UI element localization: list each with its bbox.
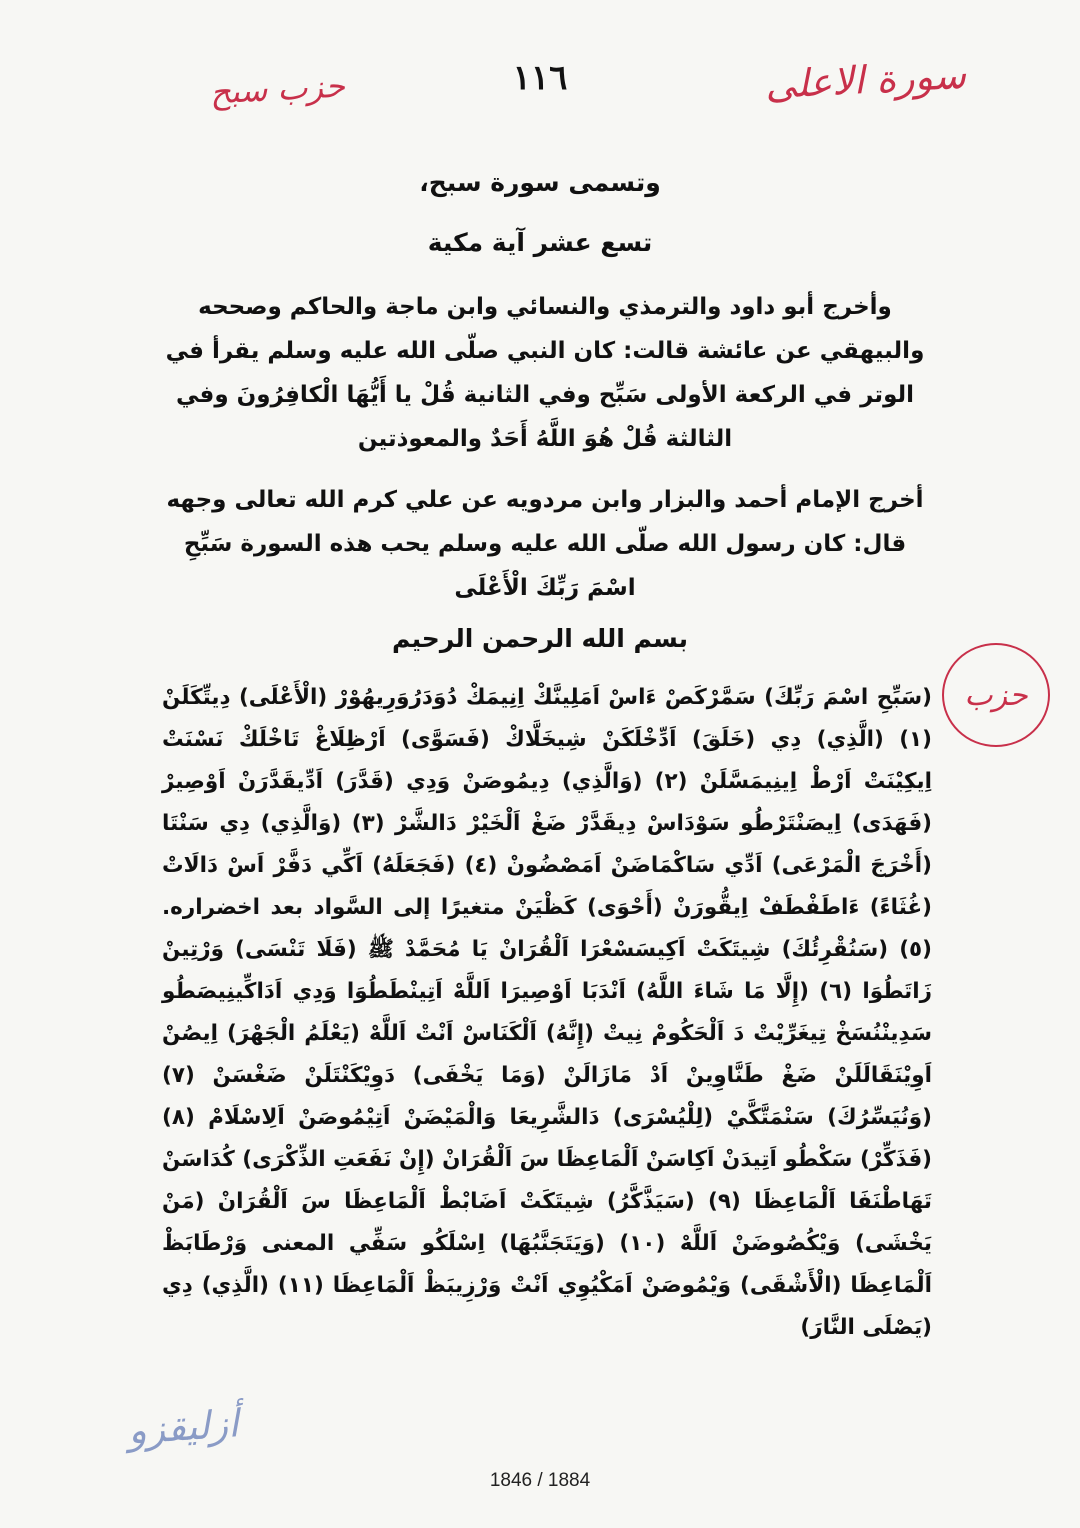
hadith-paragraph: وأخرج أبو داود والترمذي والنسائي وابن ماجة والحاكم وصححه والبيهقي عن عائشة قالت: كان النبي صلّى الله عليه وسلم يقرأ في الوتر في الركعة الأولى سَبِّح وفي الثانية قُلْ يا أَيُّهَا الْكافِرُونَ وفي الثالثة قُلْ هُوَ اللَّهُ أَحَدٌ والمعوذتين xyxy=(165,294,925,452)
page-indicator: 1846 / 1884 xyxy=(489,1470,591,1491)
tafsir-verses-text: (سَبِّحِ اسْمَ رَبِّكَ) سَمَّرْكَصْ ءَاسْ اَمَلِينَّكْ اِنِيمَكْ دُوَدَرُوَرِيهُوْرْ (الْأَعْلَى) دِيتِّكَلَنْ (١) (الَّذِي) دِي (خَلَقَ) اَدِّخْلَكَنْ شِيخَلَّاكْ (فَسَوَّى) اَرْظِلَاغْ تَاخْلَكْ نَسْنَتْ اِيكِيْنَتْ اَرْطْ اِينِيمَسَّلَنْ (٢) (وَالَّذِي) دِيمُوصَنْ وَدِي (قَدَّرَ) اَدِّيقَدَّرَنْ اَوْصِيرْ (فَهَدَى) اِيصَنْتَرْطُو سَوْدَاسْ دِيقَدَّرْ ضَغْ اَلْخَيْرْ دَالشَّرْ (٣) (وَالَّذِي) دِي سَنْتَا (أَخْرَجَ الْمَرْعَى) اَدِّي سَاكْمَاضَنْ اَمَصْضُونْ (٤) (فَجَعَلَهُ) اَكِّي دَفَّرْ اَسْ دَالَاتْ (غُثَاءً) ءَاطَفْطَفْ اِيقُّورَنْ (أَحْوَى) كَظْيَنْ متغيرًا إلى السَّواد بعد اخضراره. (٥) (سَنُقْرِئُكَ) شِيتَكَتْ اَكِيسَسْعْرَا اَلْقُرَانْ يَا مُحَمَّدْ ﷺ (فَلَا تَنْسَى) وَرْتِينْ زَاتَطُوَا (٦) (إِلَّا مَا شَاءَ اللَّهُ) اَنْدَبَا اَوْصِيرَا اَللَّهْ اَتِينْطَطُوَا وَدِي اَدَاكِّينِيصَطُو سَدِينْنُسَخْ تِيغَرِّيْتْ دَ اَلْحَكُومْ نِيتْ (إِنَّهُ) اَلْكَنَاسْ اَنْتْ اَللَّهْ (يَعْلَمُ الْجَهْرَ) اِيصُنْ اَوِيْنَقَالَلَنْ ضَغْ طَنَّاوِينْ اَدْ مَازَالَنْ (وَمَا يَخْفَى) دَوِيْكَنْتَلَنْ ضَغْسَنْ (٧) (وَنُيَسِّرُكَ) سَنْمَتَّكَّيْ (لِلْيُسْرَى) دَالشَّرِيعَا وَالْمَيْضَنْ اَتِيْمُوصَنْ اَلِاسْلَامْ (٨) (فَذَكِّرْ) سَكْطُو اَتِيدَنْ اَكِاسَنْ اَلْمَاعِظَا سَ اَلْقُرَانْ (إِنْ نَفَعَتِ الذِّكْرَى) كُدَاسَنْ تَهَاطْنَفَا اَلْمَاعِظَا (٩) (سَيَذَّكَّرُ) شِيتَكَتْ اَضَابْطْ اَلْمَاعِظَا سَ اَلْقُرَانْ (مَنْ يَخْشَى) وَيْكُصُوضَنْ اَللَّهْ (١٠) (وَيَتَجَنَّبُهَا) اِسْلَكُو سَفِّي المعنى وَرْطَابَظْ اَلْمَاعِظَا (الْأَشْقَى) وَيْمُوصَنْ اَمَكْيُوِي اَنْتْ وَرْزِيبَظْ اَلْمَاعِظَا (١١) (الَّذِي) دِي (يَصْلَى النَّارَ) xyxy=(162,685,933,1340)
page-number: ١١٦ xyxy=(512,58,568,98)
hizb-handwritten-note: حزب سبح xyxy=(209,66,346,112)
hizb-circle-label: حزب xyxy=(964,677,1028,713)
surah-alt-name: وتسمى سورة سبح، xyxy=(419,168,661,197)
bottom-handwritten-note: أزليقزو xyxy=(126,1401,240,1453)
verse-count-line: تسع عشر آية مكية xyxy=(427,228,653,257)
hadith-paragraph: أخرج الإمام أحمد والبزار وابن مردويه عن علي كرم الله تعالى وجهه قال: كان رسول الله صلّى الله عليه وسلم يحب هذه السورة سَبِّحِ اسْمَ رَبِّكَ الْأَعْلَى xyxy=(166,487,924,601)
hizb-circle-marker xyxy=(942,643,1050,747)
surah-name-handwritten-note: سورة الاعلى xyxy=(763,52,967,108)
basmala: بسم الله الرحمن الرحيم xyxy=(392,624,688,653)
